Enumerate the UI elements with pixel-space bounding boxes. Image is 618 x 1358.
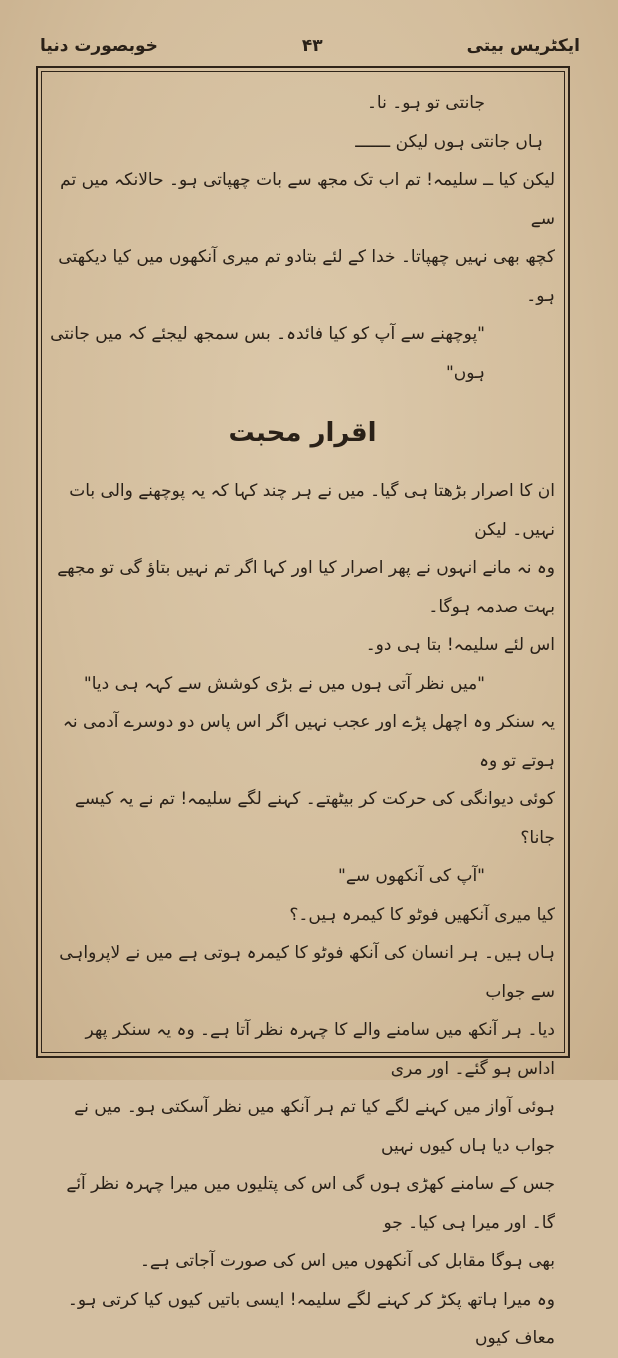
text-line: ہوئی آواز میں کہنے لگے کیا تم ہر آنکھ میں نظر آسکتی ہو۔ میں نے جواب دیا ہاں کیوں نہیں (74, 1097, 555, 1156)
text-line: "پوچھنے سے آپ کو کیا فائدہ۔ بس سمجھ لیجئے کہ میں جانتی ہوں" (50, 324, 485, 383)
text-line: اس لئے سلیمہ! بتا ہی دو۔ (365, 635, 555, 655)
text-line: ان کا اصرار بڑھتا ہی گیا۔ میں نے ہر چند کہا کہ یہ پوچھنے والی بات نہیں۔ لیکن (69, 481, 555, 540)
text-line: ہاں جانتی ہوں لیکن ـــــــ (355, 131, 543, 152)
page-number: ۴۳ (301, 36, 323, 56)
text-line: ہاں ہیں۔ ہر انسان کی آنکھ فوٹو کا کیمرہ ہوتی ہے میں نے لاپرواہی سے جواب (59, 943, 555, 1002)
text-line: کچھ بھی نہیں چھپاتا۔ خدا کے لئے بتادو تم میری آنکھوں میں کیا دیکھتی ہو۔ (58, 247, 555, 306)
header-right-title: ایکٹریس بیتی (466, 36, 580, 56)
text-line: وہ میرا ہاتھ پکڑ کر کہنے لگے سلیمہ! ایسی باتیں کیوں کیا کرتی ہو۔ معاف کیوں (67, 1289, 555, 1348)
section-heading: اقرار محبت (228, 418, 377, 448)
page-text (50, 84, 555, 1358)
text-line: کیا میری آنکھیں فوٹو کا کیمرہ ہیں۔؟ (289, 904, 555, 925)
text-line: وہ نہ مانے انہوں نے پھر اصرار کیا اور کہا اگر تم نہیں بتاؤ گی تو مجھے بہت صدمہ ہوگا۔ (57, 558, 555, 617)
page-header (40, 28, 580, 64)
text-line: دیا۔ ہر آنکھ میں سامنے والے کا چہرہ نظر آتا ہے۔ وہ یہ سنکر پھر اداس ہو گئے۔ اور مری (85, 1020, 555, 1079)
header-left-title: خوبصورت دنیا (40, 36, 158, 56)
text-line: بھی ہوگا مقابل کی آنکھوں میں اس کی صورت آجاتی ہے۔ (139, 1251, 555, 1271)
text-line: "آپ کی آنکھوں سے" (338, 866, 485, 886)
text-line: لیکن کیا ــ سلیمہ! تم اب تک مجھ سے بات چھپاتی ہو۔ حالانکہ میں تم سے (60, 170, 555, 229)
text-line: جانتی تو ہو۔ نا۔ (366, 93, 485, 113)
text-line: یہ سنکر وہ اچھل پڑے اور عجب نہیں اگر اس پاس دو دوسرے آدمی نہ ہوتے تو وہ (62, 712, 555, 771)
text-line: "میں نظر آتی ہوں میں نے بڑی کوشش سے کہہ ہی دیا" (83, 673, 485, 694)
text-line: جس کے سامنے کھڑی ہوں گی اس کی پتلیوں میں میرا چہرہ نظر آئے گا۔ اور میرا ہی کیا۔ جو (66, 1174, 555, 1233)
text-line: کوئی دیوانگی کی حرکت کر بیٹھتے۔ کہنے لگے سلیمہ! تم نے یہ کیسے جانا؟ (74, 789, 555, 848)
